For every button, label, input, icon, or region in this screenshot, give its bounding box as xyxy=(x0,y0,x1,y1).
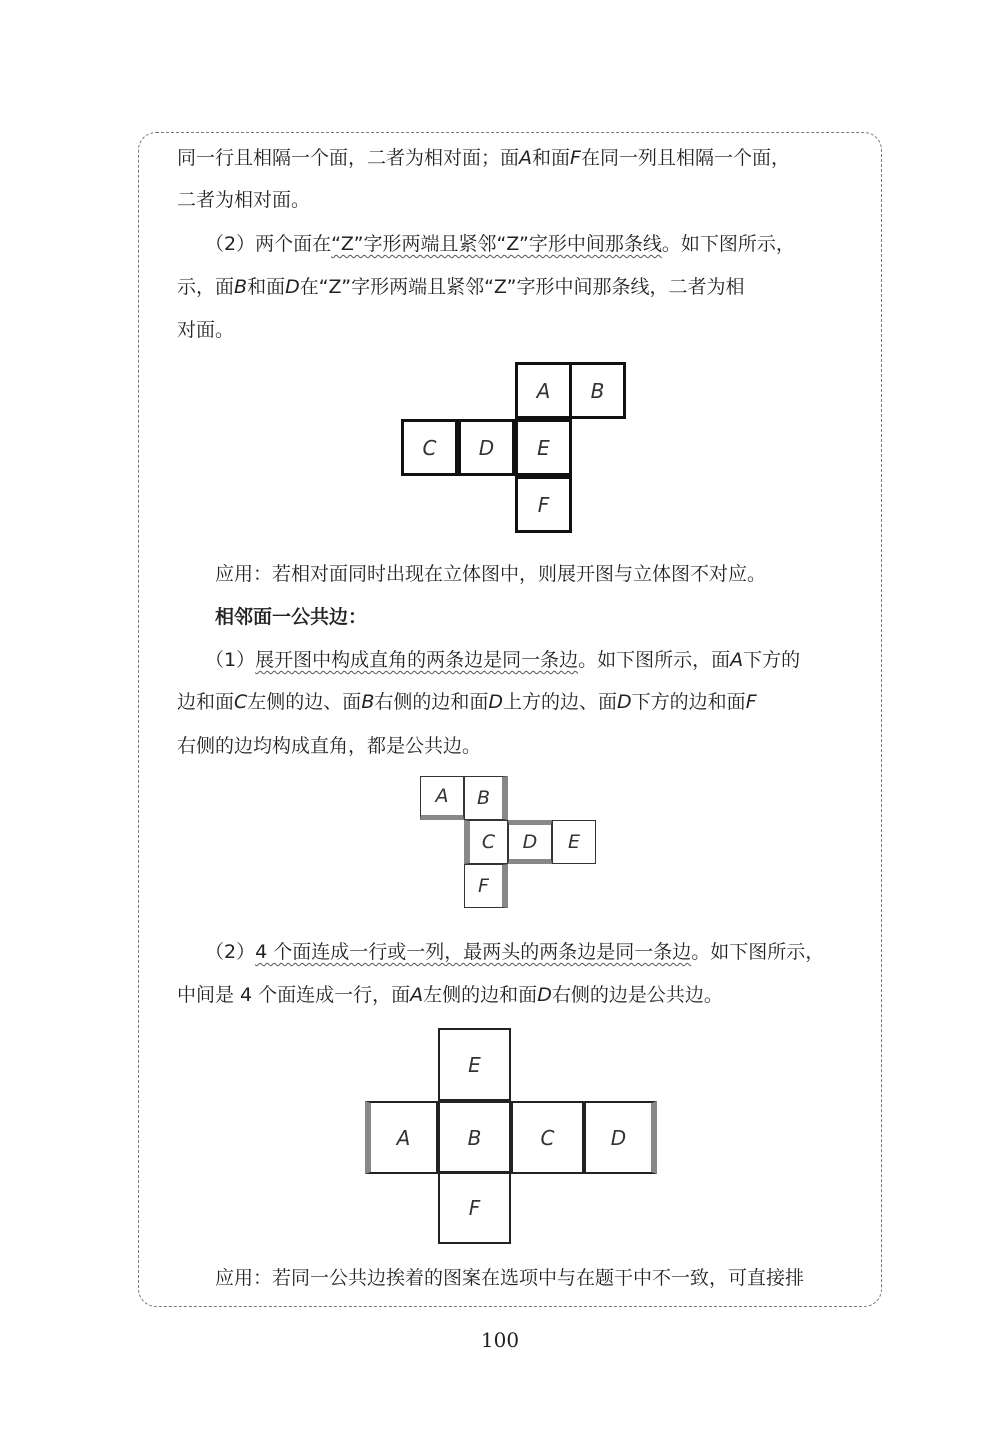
text: 边和面 xyxy=(177,691,235,713)
net-cell: A xyxy=(515,362,572,419)
text: 中间是 4 个面连成一行，面 xyxy=(177,984,411,1006)
text: 在“Z”字形两端且紧邻“Z”字形中间那条线，二者为相 xyxy=(299,276,745,298)
face-label: B xyxy=(361,691,375,713)
net-cell: B xyxy=(464,776,508,820)
underlined-rule: “Z”字形两端且紧邻“Z”字形中间那条线 xyxy=(331,233,662,255)
face-label: D xyxy=(617,691,632,713)
net-cell: F xyxy=(464,864,508,908)
paragraph-z-shape-1 xyxy=(205,232,885,256)
paragraph-z-shape-3 xyxy=(177,318,857,342)
application-note-1 xyxy=(215,562,895,586)
net-cell: F xyxy=(515,476,572,533)
net-cell: A xyxy=(365,1101,438,1174)
net-cell: F xyxy=(438,1171,511,1244)
section-heading-adjacent xyxy=(215,605,895,629)
text: 应用：若同一公共边挨着的图案在选项中与在题干中不一致，可直接排 xyxy=(215,1267,805,1289)
text: 。如下图所示，面 xyxy=(578,649,731,671)
text: 同一行且相隔一个面，二者为相对面；面 xyxy=(177,147,520,169)
text: 示，面 xyxy=(177,276,235,298)
paragraph-z-shape-2 xyxy=(177,275,857,299)
net-cell: D xyxy=(508,820,552,864)
face-label: F xyxy=(570,147,581,169)
net-cell: E xyxy=(515,419,572,476)
net-cell: C xyxy=(464,820,508,864)
cube-net-figure-1 xyxy=(401,362,629,534)
paragraph-right-angle-3 xyxy=(177,734,857,758)
text: 右侧的边是公共边。 xyxy=(551,984,723,1006)
paragraph-four-in-row-2 xyxy=(177,983,857,1007)
net-cell: C xyxy=(401,419,458,476)
text: （2） xyxy=(205,941,256,963)
paragraph-opposite-faces-1 xyxy=(177,146,857,170)
net-cell: B xyxy=(438,1101,511,1174)
paragraph-four-in-row-1 xyxy=(205,940,885,964)
text: 左侧的边和面 xyxy=(423,984,538,1006)
net-cell: E xyxy=(552,820,596,864)
net-cell: B xyxy=(569,362,626,419)
paragraph-right-angle-2 xyxy=(177,690,857,714)
net-cell: E xyxy=(438,1028,511,1101)
face-label: F xyxy=(745,691,757,713)
text: （2）两个面在 xyxy=(205,233,332,255)
paragraph-right-angle-1 xyxy=(205,648,885,672)
text: 下方的 xyxy=(743,649,801,671)
application-note-2 xyxy=(215,1266,895,1290)
text: 右侧的边和面 xyxy=(374,691,489,713)
text: 。如下图所示， xyxy=(661,233,795,255)
face-label: B xyxy=(234,276,248,298)
text: 下方的边和面 xyxy=(631,691,746,713)
page-number: 100 xyxy=(480,1328,520,1352)
face-label: D xyxy=(537,984,552,1006)
text: 相邻面一公共边： xyxy=(215,606,368,628)
text: 应用：若相对面同时出现在立体图中，则展开图与立体图不对应。 xyxy=(215,563,767,585)
text: （1） xyxy=(205,649,256,671)
text: 。如下图所示， xyxy=(691,941,825,963)
cube-net-figure-3 xyxy=(365,1028,657,1244)
face-label: C xyxy=(234,691,248,713)
net-cell: A xyxy=(420,776,464,820)
text: 在同一列且相隔一个面， xyxy=(580,147,790,169)
text: 左侧的边、面 xyxy=(247,691,362,713)
paragraph-opposite-faces-2 xyxy=(177,188,857,212)
underlined-rule: 4 个面连成一行或一列，最两头的两条边是同一条边 xyxy=(255,941,692,963)
underlined-rule: 展开图中构成直角的两条边是同一条边 xyxy=(255,649,579,671)
face-label: D xyxy=(488,691,504,713)
face-label: A xyxy=(410,984,424,1006)
face-label: A xyxy=(519,147,533,169)
text: 和面 xyxy=(247,276,286,298)
text: 上方的边、面 xyxy=(503,691,618,713)
net-cell: D xyxy=(458,419,515,476)
cube-net-figure-2 xyxy=(420,776,598,908)
net-cell: D xyxy=(584,1101,657,1174)
face-label: D xyxy=(285,276,300,298)
text: 右侧的边均构成直角，都是公共边。 xyxy=(177,735,482,757)
text: 对面。 xyxy=(177,319,235,341)
face-label: A xyxy=(730,649,744,671)
text: 和面 xyxy=(532,147,571,169)
net-cell: C xyxy=(511,1101,584,1174)
text: 二者为相对面。 xyxy=(177,189,311,211)
